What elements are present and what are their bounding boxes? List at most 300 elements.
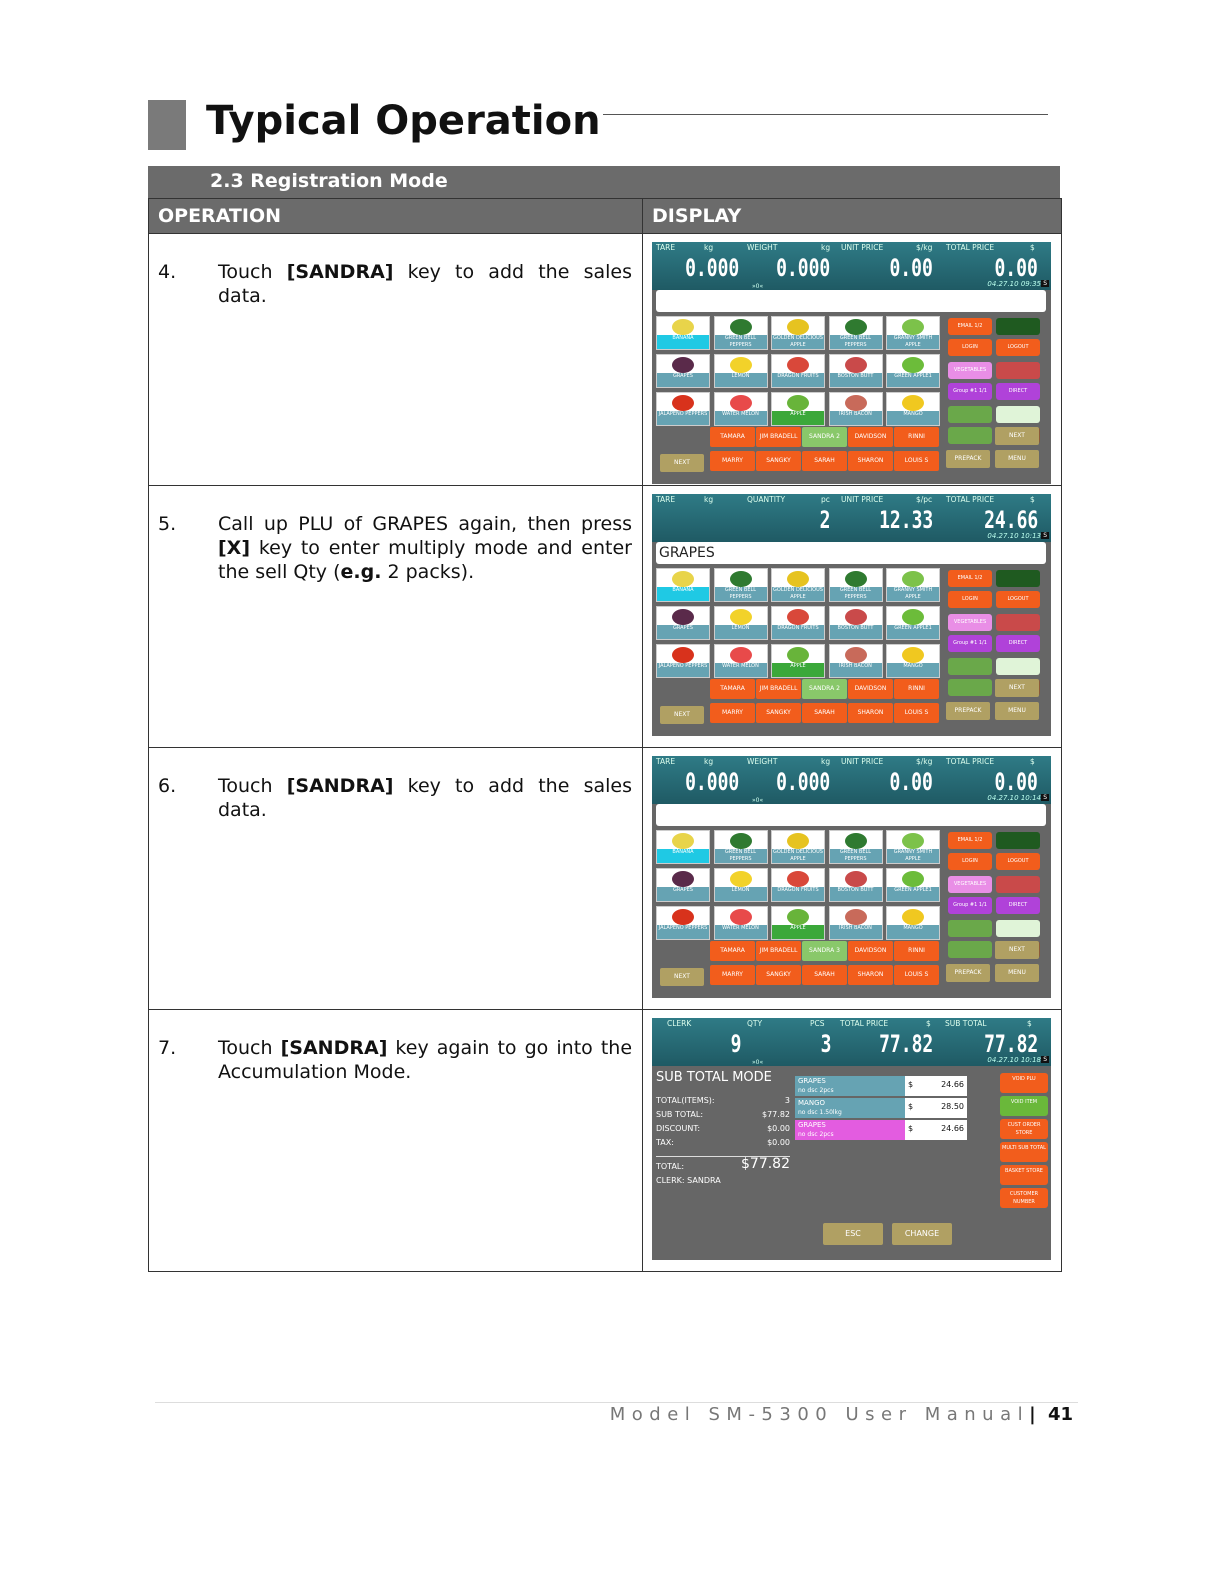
plu-label: DRAGON FRUITS bbox=[772, 373, 824, 387]
clerk-key[interactable]: SANGKY bbox=[756, 703, 801, 723]
clerk-key[interactable]: MARRY bbox=[710, 703, 755, 723]
status-badge: S bbox=[1043, 794, 1047, 801]
next-key[interactable]: NEXT bbox=[660, 706, 704, 724]
plu-image bbox=[787, 319, 809, 335]
plu-label: BOSTON BUTT bbox=[830, 887, 882, 901]
side-key[interactable] bbox=[996, 832, 1040, 849]
plu-image bbox=[902, 609, 924, 625]
summary-value: $77.82 bbox=[762, 1110, 790, 1119]
item-amount: 28.50 bbox=[941, 1102, 964, 1111]
clerk-key[interactable]: SARAH bbox=[802, 965, 847, 985]
clerk-key[interactable]: SHARON bbox=[848, 451, 893, 471]
plu-key[interactable] bbox=[714, 568, 768, 602]
footer-rule bbox=[155, 1402, 1078, 1403]
menu-key[interactable]: MENU bbox=[995, 964, 1039, 982]
side-key[interactable] bbox=[996, 658, 1040, 675]
plu-label: GREEN BELL PEPPERS bbox=[830, 335, 882, 349]
page-number: 41 bbox=[1047, 1404, 1073, 1425]
plu-key[interactable] bbox=[886, 354, 940, 388]
clerk-key[interactable]: SHARON bbox=[848, 965, 893, 985]
display-screen-2 bbox=[652, 494, 1051, 736]
zero-indicator: »0« bbox=[752, 1059, 764, 1066]
plu-key[interactable] bbox=[886, 568, 940, 602]
item-row[interactable] bbox=[795, 1120, 905, 1140]
side-key[interactable] bbox=[996, 876, 1040, 893]
plu-image bbox=[902, 647, 924, 663]
display-label: PCS bbox=[810, 1019, 825, 1028]
clerk-key[interactable]: TAMARA bbox=[710, 427, 755, 447]
item-amount-box bbox=[905, 1098, 967, 1118]
plu-label: GRANNY SMITH APPLE bbox=[887, 849, 939, 863]
plu-label: BANANA bbox=[657, 587, 709, 601]
plu-key[interactable] bbox=[771, 906, 825, 940]
plu-image bbox=[845, 647, 867, 663]
plu-image bbox=[902, 909, 924, 925]
item-detail: no dsc 2pcs bbox=[798, 1131, 834, 1138]
side-key[interactable]: VEGETABLES bbox=[948, 614, 992, 631]
plu-image bbox=[902, 319, 924, 335]
plu-label: MANGO bbox=[887, 663, 939, 677]
side-key[interactable]: DIRECT bbox=[996, 897, 1040, 914]
clerk-key[interactable]: JIM BRADELL bbox=[756, 427, 801, 447]
plu-label: DRAGON FRUITS bbox=[772, 625, 824, 639]
plu-image bbox=[845, 357, 867, 373]
prepack-key[interactable]: PREPACK bbox=[946, 450, 990, 468]
side-key[interactable]: EMAIL 1/2 bbox=[948, 832, 992, 849]
plu-image bbox=[672, 395, 694, 411]
plu-key[interactable] bbox=[656, 392, 710, 426]
plu-label: GREEN BELL PEPPERS bbox=[830, 849, 882, 863]
item-currency: $ bbox=[908, 1124, 914, 1133]
side-key[interactable]: LOGIN bbox=[948, 339, 992, 356]
display-label: kg bbox=[704, 495, 714, 504]
side-key[interactable] bbox=[996, 614, 1040, 631]
clerk-key[interactable]: DAVIDSON bbox=[848, 941, 893, 961]
plu-key[interactable] bbox=[714, 606, 768, 640]
plu-image bbox=[730, 319, 752, 335]
display-label: UNIT PRICE bbox=[841, 243, 884, 252]
plu-key[interactable] bbox=[886, 868, 940, 902]
clerk-key[interactable]: SANDRA 2 bbox=[802, 427, 847, 447]
prepack-key[interactable]: PREPACK bbox=[946, 702, 990, 720]
plu-image bbox=[845, 833, 867, 849]
step-4: 4. Touch [SANDRA] key to add the sales data. bbox=[158, 261, 632, 307]
plu-key[interactable] bbox=[714, 644, 768, 678]
side-key[interactable]: Group #1 1/1 bbox=[948, 897, 992, 914]
plu-key[interactable] bbox=[886, 392, 940, 426]
display-value: 9 bbox=[730, 1030, 741, 1058]
item-detail: no dsc 1.50lkg bbox=[798, 1109, 842, 1116]
plu-key[interactable] bbox=[886, 830, 940, 864]
plu-label: APPLE bbox=[772, 925, 824, 939]
plu-key[interactable] bbox=[829, 830, 883, 864]
display-screen-4 bbox=[652, 1018, 1051, 1260]
plu-image bbox=[787, 609, 809, 625]
plu-image bbox=[787, 571, 809, 587]
next-key[interactable]: NEXT bbox=[995, 427, 1039, 445]
display-label: kg bbox=[821, 243, 831, 252]
plu-image bbox=[845, 319, 867, 335]
plu-image bbox=[845, 609, 867, 625]
clerk-key[interactable]: SANGKY bbox=[756, 965, 801, 985]
clerk-key[interactable]: RINNI bbox=[894, 679, 939, 699]
plu-label: GOLDEN DELICIOUS APPLE bbox=[773, 849, 823, 862]
plu-label: GREEN APPLE1 bbox=[887, 625, 939, 639]
plu-label: LEMON bbox=[715, 887, 767, 901]
header-marker bbox=[148, 100, 186, 150]
function-key[interactable]: CUSTOMER NUMBER bbox=[1000, 1188, 1048, 1208]
plu-image bbox=[672, 871, 694, 887]
side-key[interactable]: LOGOUT bbox=[996, 591, 1040, 608]
side-key[interactable]: VEGETABLES bbox=[948, 362, 992, 379]
change-button[interactable]: CHANGE bbox=[892, 1223, 952, 1245]
plu-image bbox=[787, 395, 809, 411]
total-value: $77.82 bbox=[741, 1156, 790, 1172]
function-key[interactable]: VOID PLU bbox=[1000, 1073, 1048, 1093]
display-label: WEIGHT bbox=[747, 243, 778, 252]
summary-label: TAX: bbox=[656, 1138, 674, 1147]
item-currency: $ bbox=[908, 1080, 914, 1089]
plu-image bbox=[845, 871, 867, 887]
item-amount-box bbox=[905, 1120, 967, 1140]
summary-value: $0.00 bbox=[767, 1138, 790, 1147]
summary-label: SUB TOTAL: bbox=[656, 1110, 704, 1119]
plu-key[interactable] bbox=[829, 644, 883, 678]
subtotal-mode-title: SUB TOTAL MODE bbox=[656, 1070, 772, 1085]
plu-label: GRAPES bbox=[657, 887, 709, 901]
display-value: 0.00 bbox=[994, 254, 1038, 282]
display-label: TOTAL PRICE bbox=[840, 1019, 889, 1028]
plu-key[interactable] bbox=[771, 868, 825, 902]
display-value: 0.000 bbox=[684, 254, 739, 282]
plu-key[interactable] bbox=[771, 606, 825, 640]
plu-label: GREEN BELL PEPPERS bbox=[715, 335, 767, 349]
plu-image bbox=[730, 609, 752, 625]
plu-key[interactable] bbox=[656, 316, 710, 350]
clerk-key[interactable]: TAMARA bbox=[710, 941, 755, 961]
display-value: 3 bbox=[820, 1030, 831, 1058]
plu-label: IRISH BACON bbox=[830, 411, 882, 425]
plu-label: APPLE bbox=[772, 411, 824, 425]
plu-image bbox=[902, 571, 924, 587]
side-key[interactable] bbox=[996, 318, 1040, 335]
plu-key[interactable] bbox=[771, 830, 825, 864]
clerk-key[interactable]: SARAH bbox=[802, 451, 847, 471]
clerk-key[interactable]: SARAH bbox=[802, 703, 847, 723]
plu-key[interactable] bbox=[656, 606, 710, 640]
item-row[interactable] bbox=[795, 1098, 905, 1118]
display-topbar bbox=[652, 756, 1051, 804]
side-key[interactable] bbox=[948, 920, 992, 937]
status-badge: S bbox=[1043, 280, 1047, 287]
side-key[interactable] bbox=[948, 679, 992, 696]
zero-indicator: »0« bbox=[752, 283, 764, 290]
plu-label: BOSTON BUTT bbox=[830, 373, 882, 387]
plu-image bbox=[902, 395, 924, 411]
side-key[interactable] bbox=[948, 406, 992, 423]
plu-image bbox=[787, 357, 809, 373]
display-topbar bbox=[652, 242, 1051, 290]
next-key[interactable]: NEXT bbox=[660, 454, 704, 472]
clerk-key[interactable]: LOUIS S bbox=[894, 703, 939, 723]
clerk-key[interactable]: SHARON bbox=[848, 703, 893, 723]
side-key[interactable]: EMAIL 1/2 bbox=[948, 570, 992, 587]
clerk-key[interactable]: DAVIDSON bbox=[848, 427, 893, 447]
display-label: $ bbox=[1030, 495, 1035, 504]
side-key[interactable] bbox=[996, 362, 1040, 379]
item-amount: 24.66 bbox=[941, 1080, 964, 1089]
next-key[interactable]: NEXT bbox=[995, 679, 1039, 697]
plu-image bbox=[845, 909, 867, 925]
plu-image bbox=[730, 357, 752, 373]
clerk-key[interactable]: LOUIS S bbox=[894, 451, 939, 471]
step-5: 5. Call up PLU of GRAPES again, then press [X] key to enter multiply mode and enter the sell Qty (e.g. 2 packs). bbox=[158, 513, 632, 583]
status-badge: S bbox=[1043, 532, 1047, 539]
clerk-line: CLERK: SANDRA bbox=[656, 1176, 721, 1185]
plu-image bbox=[902, 833, 924, 849]
side-key[interactable]: VEGETABLES bbox=[948, 876, 992, 893]
plu-key[interactable] bbox=[886, 606, 940, 640]
esc-button[interactable]: ESC bbox=[823, 1223, 883, 1245]
plu-image bbox=[845, 571, 867, 587]
item-row[interactable] bbox=[795, 1076, 905, 1096]
summary-value: $0.00 bbox=[767, 1124, 790, 1133]
display-datetime: 04.27.10 10:18 bbox=[987, 1056, 1041, 1064]
plu-key[interactable] bbox=[886, 644, 940, 678]
plu-label: BOSTON BUTT bbox=[830, 625, 882, 639]
display-text-field bbox=[656, 804, 1046, 826]
section-title: 2.3 Registration Mode bbox=[210, 170, 448, 192]
step-7: 7. Touch [SANDRA] key again to go into the Accumulation Mode. bbox=[158, 1037, 633, 1083]
side-key[interactable]: Group #1 1/1 bbox=[948, 383, 992, 400]
plu-key[interactable] bbox=[656, 644, 710, 678]
display-value: 0.00 bbox=[889, 768, 933, 796]
plu-image bbox=[730, 395, 752, 411]
plu-key[interactable] bbox=[656, 830, 710, 864]
clerk-key[interactable]: RINNI bbox=[894, 427, 939, 447]
section-bar bbox=[148, 166, 1060, 198]
display-label: $/pc bbox=[916, 495, 933, 504]
plu-key[interactable] bbox=[829, 354, 883, 388]
plu-label: JALAPENO PEPPERS bbox=[657, 925, 709, 939]
plu-key[interactable] bbox=[829, 316, 883, 350]
summary-value: 3 bbox=[784, 1096, 790, 1105]
clerk-key[interactable]: LOUIS S bbox=[894, 965, 939, 985]
display-datetime: 04.27.10 10:14 bbox=[987, 794, 1041, 802]
page-title: Typical Operation bbox=[206, 98, 601, 144]
side-key[interactable] bbox=[948, 941, 992, 958]
clerk-key[interactable]: DAVIDSON bbox=[848, 679, 893, 699]
clerk-key[interactable]: RINNI bbox=[894, 941, 939, 961]
clerk-key[interactable]: SANDRA 3 bbox=[802, 941, 847, 961]
status-badge: S bbox=[1043, 1056, 1047, 1063]
plu-label: GREEN BELL PEPPERS bbox=[830, 587, 882, 601]
plu-label: GOLDEN DELICIOUS APPLE bbox=[773, 335, 823, 348]
plu-label: GREEN APPLE1 bbox=[887, 373, 939, 387]
display-label: TOTAL PRICE bbox=[946, 495, 995, 504]
function-key[interactable]: CUST ORDER STORE bbox=[1000, 1119, 1048, 1139]
clerk-key[interactable]: JIM BRADELL bbox=[756, 941, 801, 961]
clerk-key[interactable]: TAMARA bbox=[710, 679, 755, 699]
display-value: 0.000 bbox=[775, 254, 830, 282]
plu-image bbox=[672, 609, 694, 625]
plu-key[interactable] bbox=[714, 830, 768, 864]
clerk-key[interactable]: SANGKY bbox=[756, 451, 801, 471]
display-label: pc bbox=[821, 495, 830, 504]
item-name: GRAPES bbox=[798, 1077, 826, 1085]
side-key[interactable]: EMAIL 1/2 bbox=[948, 318, 992, 335]
plu-key[interactable] bbox=[829, 568, 883, 602]
footer: Model SM-5300 User Manual| 41 bbox=[609, 1404, 1073, 1425]
display-value: 77.82 bbox=[983, 1030, 1038, 1058]
display-label: kg bbox=[704, 757, 714, 766]
display-label: SUB TOTAL bbox=[945, 1019, 987, 1028]
plu-key[interactable] bbox=[771, 644, 825, 678]
side-key[interactable] bbox=[996, 920, 1040, 937]
plu-key[interactable] bbox=[656, 906, 710, 940]
plu-label: JALAPENO PEPPERS bbox=[657, 663, 709, 677]
display-label: QUANTITY bbox=[747, 495, 786, 504]
menu-key[interactable]: MENU bbox=[995, 702, 1039, 720]
plu-key[interactable] bbox=[771, 568, 825, 602]
plu-key[interactable] bbox=[714, 354, 768, 388]
side-key[interactable]: Group #1 1/1 bbox=[948, 635, 992, 652]
plu-label: LEMON bbox=[715, 373, 767, 387]
plu-image bbox=[672, 833, 694, 849]
side-key[interactable] bbox=[948, 658, 992, 675]
item-name: MANGO bbox=[798, 1099, 825, 1107]
plu-label: BANANA bbox=[657, 849, 709, 863]
plu-image bbox=[730, 909, 752, 925]
plu-label: MANGO bbox=[887, 925, 939, 939]
display-label: $ bbox=[1030, 757, 1035, 766]
display-label: TARE bbox=[656, 243, 676, 252]
clerk-key[interactable]: JIM BRADELL bbox=[756, 679, 801, 699]
next-key[interactable]: NEXT bbox=[995, 941, 1039, 959]
display-label: $/kg bbox=[916, 243, 933, 252]
plu-key[interactable] bbox=[829, 868, 883, 902]
plu-image bbox=[787, 647, 809, 663]
plu-label: GREEN BELL PEPPERS bbox=[715, 849, 767, 863]
plu-label: GRAPES bbox=[657, 373, 709, 387]
plu-image bbox=[730, 871, 752, 887]
plu-image bbox=[787, 833, 809, 849]
side-key[interactable] bbox=[996, 570, 1040, 587]
display-label: CLERK bbox=[667, 1019, 692, 1028]
display-datetime: 04.27.10 10:13 bbox=[987, 532, 1041, 540]
display-value: 0.00 bbox=[889, 254, 933, 282]
plu-label: GREEN APPLE1 bbox=[887, 887, 939, 901]
display-label: UNIT PRICE bbox=[841, 495, 884, 504]
display-value: 12.33 bbox=[878, 506, 933, 534]
display-value: 77.82 bbox=[878, 1030, 933, 1058]
plu-label: GOLDEN DELICIOUS APPLE bbox=[773, 587, 823, 600]
side-key[interactable]: LOGIN bbox=[948, 853, 992, 870]
plu-label: GRANNY SMITH APPLE bbox=[887, 587, 939, 601]
display-value: 2 bbox=[819, 506, 830, 534]
display-topbar bbox=[652, 1018, 1051, 1066]
plu-label: GRAPES bbox=[657, 625, 709, 639]
display-label: UNIT PRICE bbox=[841, 757, 884, 766]
plu-image bbox=[672, 571, 694, 587]
plu-label: WATER MELON bbox=[715, 663, 767, 677]
side-key[interactable]: LOGOUT bbox=[996, 339, 1040, 356]
plu-key[interactable] bbox=[714, 868, 768, 902]
header-rule bbox=[603, 114, 1048, 115]
plu-key[interactable] bbox=[829, 392, 883, 426]
side-key[interactable]: LOGOUT bbox=[996, 853, 1040, 870]
plu-label: APPLE bbox=[772, 663, 824, 677]
plu-label: GRANNY SMITH APPLE bbox=[887, 335, 939, 349]
clerk-key[interactable]: MARRY bbox=[710, 451, 755, 471]
plu-label: IRISH BACON bbox=[830, 925, 882, 939]
item-name: GRAPES bbox=[798, 1121, 826, 1129]
side-key[interactable]: DIRECT bbox=[996, 635, 1040, 652]
display-value: 0.000 bbox=[775, 768, 830, 796]
display-label: TARE bbox=[656, 757, 676, 766]
display-label: TOTAL PRICE bbox=[946, 243, 995, 252]
plu-label: DRAGON FRUITS bbox=[772, 887, 824, 901]
clerk-key[interactable]: MARRY bbox=[710, 965, 755, 985]
display-label: TARE bbox=[656, 495, 676, 504]
plu-image bbox=[787, 871, 809, 887]
plu-key[interactable] bbox=[656, 354, 710, 388]
side-key[interactable] bbox=[996, 406, 1040, 423]
plu-label: IRISH BACON bbox=[830, 663, 882, 677]
prepack-key[interactable]: PREPACK bbox=[946, 964, 990, 982]
plu-image bbox=[902, 871, 924, 887]
next-key[interactable]: NEXT bbox=[660, 968, 704, 986]
menu-key[interactable]: MENU bbox=[995, 450, 1039, 468]
display-datetime: 04.27.10 09:35 bbox=[987, 280, 1041, 288]
display-label: QTY bbox=[747, 1019, 763, 1028]
clerk-key[interactable]: SANDRA 2 bbox=[802, 679, 847, 699]
display-label: $/kg bbox=[916, 757, 933, 766]
plu-key[interactable] bbox=[656, 868, 710, 902]
display-label: $ bbox=[1030, 243, 1035, 252]
item-detail: no dsc 2pcs bbox=[798, 1087, 834, 1094]
plu-key[interactable] bbox=[886, 906, 940, 940]
plu-label: GREEN BELL PEPPERS bbox=[715, 587, 767, 601]
function-key[interactable]: MULTI SUB TOTAL bbox=[1000, 1142, 1048, 1162]
plu-key[interactable] bbox=[656, 568, 710, 602]
function-key[interactable]: BASKET STORE bbox=[1000, 1165, 1048, 1185]
plu-key[interactable] bbox=[771, 316, 825, 350]
display-value: 0.00 bbox=[994, 768, 1038, 796]
plu-image bbox=[730, 833, 752, 849]
side-key[interactable]: LOGIN bbox=[948, 591, 992, 608]
side-key[interactable]: DIRECT bbox=[996, 383, 1040, 400]
col-operation: OPERATION bbox=[149, 199, 643, 234]
plu-image bbox=[730, 571, 752, 587]
summary-label: DISCOUNT: bbox=[656, 1124, 701, 1133]
plu-key[interactable] bbox=[714, 392, 768, 426]
plu-key[interactable] bbox=[714, 906, 768, 940]
plu-key[interactable] bbox=[771, 354, 825, 388]
plu-image bbox=[672, 357, 694, 373]
function-key[interactable]: VOID ITEM bbox=[1000, 1096, 1048, 1116]
display-label: kg bbox=[704, 243, 714, 252]
plu-key[interactable] bbox=[886, 316, 940, 350]
plu-key[interactable] bbox=[829, 906, 883, 940]
display-value: 24.66 bbox=[983, 506, 1038, 534]
plu-key[interactable] bbox=[714, 316, 768, 350]
item-currency: $ bbox=[908, 1102, 914, 1111]
plu-key[interactable] bbox=[829, 606, 883, 640]
plu-key[interactable] bbox=[771, 392, 825, 426]
side-key[interactable] bbox=[948, 427, 992, 444]
display-label: WEIGHT bbox=[747, 757, 778, 766]
